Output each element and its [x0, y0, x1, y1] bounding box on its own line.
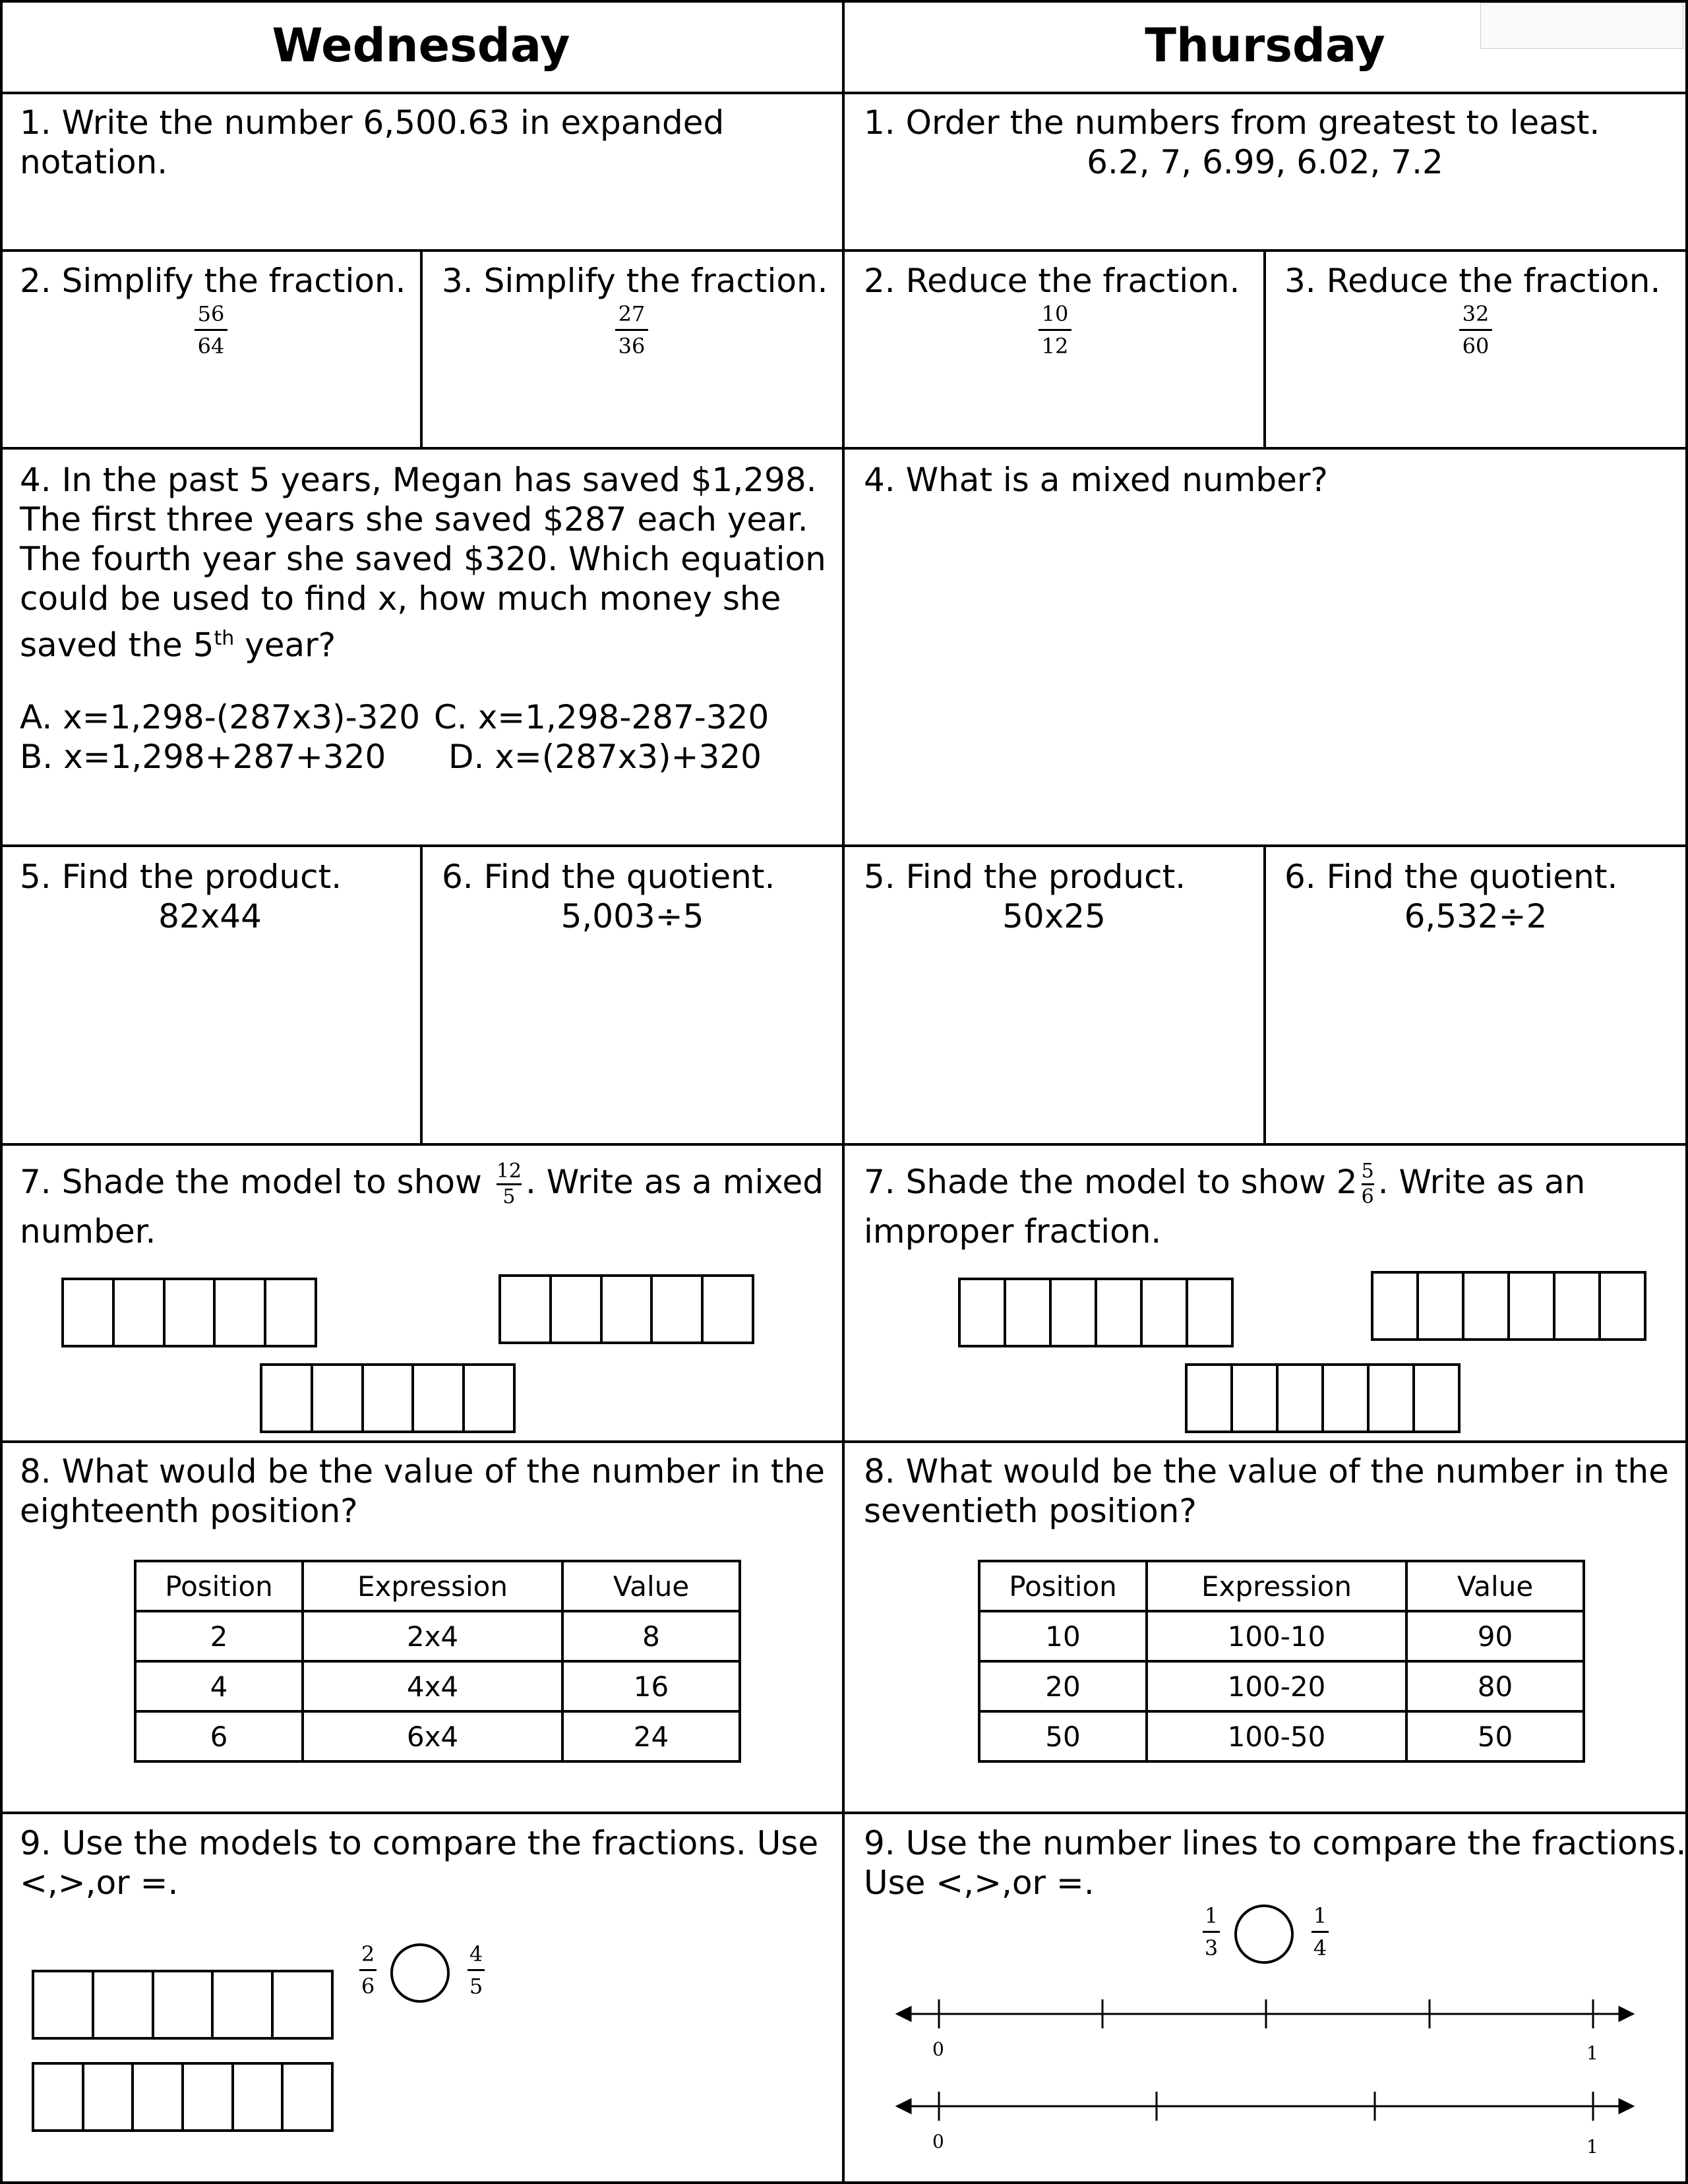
thu-q7-post: . Write as an [1377, 1163, 1586, 1201]
thu-q2-label: 2. Reduce the fraction. [864, 262, 1240, 300]
fraction-bar [615, 329, 648, 331]
model-cell[interactable] [414, 1366, 465, 1431]
model-cell[interactable] [1324, 1366, 1370, 1431]
thu-q3-label: 3. Reduce the fraction. [1284, 262, 1661, 300]
table-header: Position [979, 1561, 1147, 1611]
table-row [135, 1611, 740, 1661]
model-cell[interactable] [961, 1280, 1006, 1345]
model-cell[interactable] [653, 1277, 704, 1342]
page-thumbnail [1480, 3, 1683, 49]
wed-q3-fraction [605, 301, 658, 359]
model-cell[interactable] [266, 1280, 315, 1345]
table-row [135, 1711, 740, 1761]
wed-q9-fraction-2 [463, 1941, 489, 1999]
divider-right-q5q6 [1263, 844, 1266, 1143]
divider-left-q5q6 [420, 844, 423, 1143]
fraction-bar [467, 1969, 485, 1971]
thu-q9-line2-start-label: 0 [932, 2131, 944, 2152]
thu-q9-fraction-2 [1307, 1903, 1333, 1961]
model-cell[interactable] [166, 1280, 216, 1345]
model-cell[interactable] [1097, 1280, 1143, 1345]
wed-q1-line2: notation. [20, 143, 168, 181]
wed-q3-numerator: 27 [618, 301, 646, 326]
wed-q9-f2-denominator: 5 [469, 1974, 483, 1999]
model-cell[interactable] [1052, 1280, 1097, 1345]
thu-q7-model-3[interactable] [1185, 1363, 1461, 1433]
model-cell[interactable] [1006, 1280, 1052, 1345]
model-cell[interactable] [115, 1280, 166, 1345]
thu-q3-denominator: 60 [1462, 334, 1490, 359]
thu-q9-f2-numerator: 1 [1313, 1903, 1327, 1928]
thu-q5-expression: 50x25 [1002, 897, 1106, 935]
table-cell: 100-50 [1147, 1711, 1406, 1761]
thu-q7-pre: 7. Shade the model to show 2 [864, 1163, 1358, 1201]
divider-right-q2q3 [1263, 249, 1266, 447]
thu-q8-table [978, 1560, 1585, 1763]
border-left [0, 0, 3, 2184]
header-thursday: Thursday [1145, 18, 1385, 73]
model-cell[interactable] [1510, 1274, 1555, 1338]
wed-q3-denominator: 36 [618, 334, 646, 359]
divider-center [842, 0, 845, 2184]
thu-q6-label: 6. Find the quotient. [1284, 858, 1618, 896]
wed-q9-model-2[interactable] [32, 2062, 334, 2132]
thu-q9-line1-end-label: 1 [1586, 2042, 1598, 2064]
model-cell[interactable] [234, 2065, 284, 2129]
table-cell: 16 [562, 1661, 740, 1711]
model-cell[interactable] [1601, 1274, 1644, 1338]
wed-q4-superscript: th [214, 627, 235, 650]
model-cell[interactable] [1419, 1274, 1464, 1338]
table-cell: 6 [135, 1711, 303, 1761]
wed-q2-numerator: 56 [197, 301, 225, 326]
wed-q6-label: 6. Find the quotient. [442, 858, 775, 896]
model-cell[interactable] [1464, 1274, 1510, 1338]
wed-q4-option-b: B. x=1,298+287+320 [20, 738, 386, 776]
model-cell[interactable] [603, 1277, 653, 1342]
wed-q4-option-a: A. x=1,298-(287x3)-320 [20, 698, 421, 736]
table-header-row [135, 1561, 740, 1611]
model-cell[interactable] [313, 1366, 364, 1431]
wed-q4-line1: 4. In the past 5 years, Megan has saved $1,298. [20, 461, 817, 499]
wed-q8-line2: eighteenth position? [20, 1492, 358, 1530]
fraction-bar [1203, 1931, 1220, 1933]
table-cell: 100-10 [1147, 1611, 1406, 1661]
wed-q6-expression: 5,003÷5 [560, 897, 704, 935]
wed-q3-label: 3. Simplify the fraction. [442, 262, 828, 300]
wed-q4-line5-pre: saved the 5 [20, 626, 214, 664]
model-cell[interactable] [501, 1277, 552, 1342]
wed-q8-line1: 8. What would be the value of the number in the [20, 1452, 825, 1490]
table-header: Expression [1147, 1561, 1406, 1611]
fraction-bar [1039, 329, 1071, 331]
thu-q5-label: 5. Find the product. [864, 858, 1186, 896]
wed-q7-numerator: 12 [496, 1160, 522, 1183]
wed-q5-expression: 82x44 [158, 897, 262, 935]
model-cell[interactable] [1373, 1274, 1419, 1338]
thu-q3-fraction [1449, 301, 1502, 359]
model-cell[interactable] [1143, 1280, 1188, 1345]
model-cell[interactable] [1555, 1274, 1601, 1338]
table-cell: 50 [1406, 1711, 1584, 1761]
model-cell[interactable] [184, 2065, 234, 2129]
thu-q9-compare-circle[interactable] [1234, 1904, 1294, 1964]
fraction-bar [195, 329, 227, 331]
model-cell[interactable] [274, 1972, 331, 2037]
wed-q2-fraction [185, 301, 237, 359]
model-cell[interactable] [34, 1972, 94, 2037]
wed-q8-table [134, 1560, 741, 1763]
model-cell[interactable] [154, 1972, 214, 2037]
wed-q4-option-d: D. x=(287x3)+320 [448, 738, 762, 776]
model-cell[interactable] [704, 1277, 752, 1342]
model-cell[interactable] [1188, 1366, 1233, 1431]
model-cell[interactable] [216, 1280, 266, 1345]
thu-q9-f2-denominator: 4 [1313, 1935, 1327, 1961]
thu-q7-model-2[interactable] [1371, 1271, 1646, 1341]
thu-q7-model-1[interactable] [958, 1278, 1234, 1347]
fraction-bar [1311, 1931, 1329, 1933]
table-cell: 2 [135, 1611, 303, 1661]
thu-q3-numerator: 32 [1462, 301, 1490, 326]
model-cell[interactable] [262, 1366, 313, 1431]
model-cell[interactable] [214, 1972, 274, 2037]
table-cell: 90 [1406, 1611, 1584, 1661]
thu-q7-line2: improper fraction. [864, 1212, 1162, 1251]
thu-q9-f1-denominator: 3 [1204, 1935, 1219, 1961]
thu-q2-numerator: 10 [1041, 301, 1069, 326]
wed-q9-f1-numerator: 2 [361, 1941, 375, 1966]
model-cell[interactable] [552, 1277, 603, 1342]
wed-q4-line5-post: year? [234, 626, 336, 664]
table-header: Expression [303, 1561, 562, 1611]
table-cell: 10 [979, 1611, 1147, 1661]
table-row [979, 1611, 1584, 1661]
table-cell: 50 [979, 1711, 1147, 1761]
number-line-thirds [897, 1999, 1633, 2028]
wed-q5-label: 5. Find the product. [20, 858, 342, 896]
thu-q8-line1: 8. What would be the value of the number in the [864, 1452, 1669, 1490]
table-cell: 80 [1406, 1661, 1584, 1711]
table-row [979, 1661, 1584, 1711]
wed-q4-option-c: C. x=1,298-287-320 [434, 698, 769, 736]
wed-q4-line4: could be used to find x, how much money she [20, 579, 781, 618]
thu-q7-numerator: 5 [1361, 1160, 1374, 1183]
thu-q1-line1: 1. Order the numbers from greatest to least. [864, 103, 1600, 142]
model-cell[interactable] [84, 2065, 135, 2129]
thu-q9-line1-start-label: 0 [932, 2038, 944, 2060]
thu-q8-line2: seventieth position? [864, 1492, 1197, 1530]
wed-q7-model-3[interactable] [260, 1363, 516, 1433]
thu-q7-denominator: 6 [1361, 1185, 1374, 1208]
model-cell[interactable] [1188, 1280, 1231, 1345]
model-cell[interactable] [1233, 1366, 1279, 1431]
wed-q2-denominator: 64 [197, 334, 225, 359]
wed-q9-line2: <,>,or =. [20, 1864, 179, 1902]
thu-q1-numbers: 6.2, 7, 6.99, 6.02, 7.2 [1087, 143, 1443, 181]
divider-left-q2q3 [420, 249, 423, 447]
model-cell[interactable] [94, 1972, 154, 2037]
fraction-bar [359, 1969, 377, 1971]
thu-q2-denominator: 12 [1041, 334, 1069, 359]
table-row [979, 1711, 1584, 1761]
wed-q9-f2-numerator: 4 [469, 1941, 483, 1966]
wed-q7-post: . Write as a mixed [526, 1163, 824, 1201]
wed-q7-pre: 7. Shade the model to show [20, 1163, 482, 1201]
table-header: Value [562, 1561, 740, 1611]
model-cell[interactable] [364, 1366, 415, 1431]
model-cell[interactable] [134, 2065, 184, 2129]
table-cell: 4x4 [303, 1661, 562, 1711]
wed-q4-line2: The first three years she saved $287 each year. [20, 500, 808, 539]
wed-q1-line1: 1. Write the number 6,500.63 in expanded [20, 103, 725, 142]
thu-q9-f1-numerator: 1 [1204, 1903, 1219, 1928]
wed-q7-denominator: 5 [502, 1185, 516, 1208]
thu-q9-number-lines [845, 1978, 1685, 2175]
wed-q4-line5 [20, 618, 336, 666]
table-row [135, 1661, 740, 1711]
thu-q6-expression: 6,532÷2 [1404, 897, 1548, 935]
model-cell[interactable] [1370, 1366, 1415, 1431]
wed-q9-line1: 9. Use the models to compare the fractions. Use [20, 1824, 819, 1862]
table-header: Position [135, 1561, 303, 1611]
wed-q7-model-2[interactable] [498, 1274, 754, 1344]
header-wednesday: Wednesday [272, 18, 570, 73]
table-cell: 100-20 [1147, 1661, 1406, 1711]
table-cell: 24 [562, 1711, 740, 1761]
table-cell: 8 [562, 1611, 740, 1661]
wed-q9-compare-circle[interactable] [390, 1943, 450, 2003]
thu-q7-line1 [864, 1159, 1585, 1208]
table-cell: 2x4 [303, 1611, 562, 1661]
wed-q7-line2: number. [20, 1212, 156, 1251]
thu-q9-line2-end-label: 1 [1586, 2136, 1598, 2158]
model-cell[interactable] [1415, 1366, 1458, 1431]
wed-q7-model-1[interactable] [61, 1278, 317, 1347]
table-cell: 6x4 [303, 1711, 562, 1761]
wed-q4-line3: The fourth year she saved $320. Which equation [20, 540, 826, 578]
thu-q9-fraction-1 [1198, 1903, 1224, 1961]
wed-q7-line1 [20, 1159, 824, 1208]
thu-q7-fraction [1362, 1161, 1374, 1208]
wed-q9-f1-denominator: 6 [361, 1974, 375, 1999]
model-cell[interactable] [64, 1280, 115, 1345]
thu-q2-fraction [1029, 301, 1081, 359]
model-cell[interactable] [34, 2065, 84, 2129]
thu-q9-line2: Use <,>,or =. [864, 1864, 1095, 1902]
wed-q7-fraction [497, 1161, 522, 1208]
table-header-row [979, 1561, 1584, 1611]
wed-q9-model-1[interactable] [32, 1970, 334, 2040]
model-cell[interactable] [1279, 1366, 1324, 1431]
wed-q2-label: 2. Simplify the fraction. [20, 262, 406, 300]
thu-q9-line1: 9. Use the number lines to compare the fractions. [864, 1824, 1687, 1862]
model-cell[interactable] [465, 1366, 513, 1431]
number-line-quarters [897, 2092, 1633, 2121]
table-cell: 20 [979, 1661, 1147, 1711]
fraction-bar [1459, 329, 1492, 331]
thu-q4-label: 4. What is a mixed number? [864, 461, 1328, 499]
model-cell[interactable] [284, 2065, 331, 2129]
table-header: Value [1406, 1561, 1584, 1611]
wed-q9-fraction-1 [355, 1941, 381, 1999]
table-cell: 4 [135, 1661, 303, 1711]
